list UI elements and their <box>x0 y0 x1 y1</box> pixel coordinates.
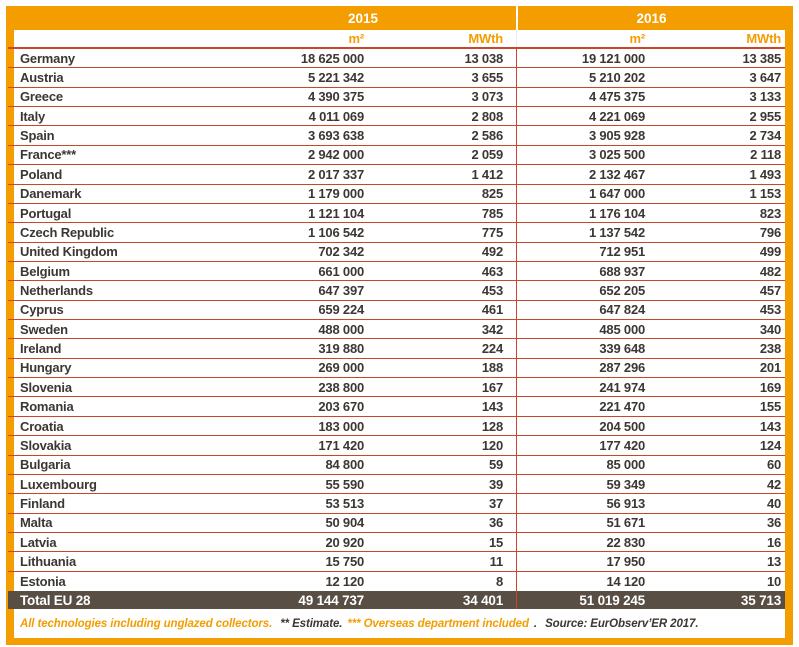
m2-2015-cell: 84 800 <box>325 457 364 473</box>
footnote-overseas: *** Overseas department included <box>347 617 529 630</box>
m2-2015-cell: 4 390 375 <box>307 89 364 105</box>
table-row <box>8 320 785 339</box>
table-row <box>8 436 785 455</box>
mwth-2015-cell: 36 <box>488 515 503 531</box>
footnote-technologies: All technologies including unglazed collectors. <box>20 617 276 630</box>
mwth-2015-cell: 11 <box>489 554 503 570</box>
country-cell: Slovakia <box>20 437 72 453</box>
m2-2016-cell: 17 950 <box>516 552 649 570</box>
m2-2015-cell: 4 011 069 <box>308 108 364 124</box>
table-row <box>8 185 785 204</box>
mwth-2016-cell: 143 <box>759 418 781 434</box>
country-cell: Belgium <box>20 263 70 279</box>
mwth-2015-cell: 39 <box>488 476 503 492</box>
m2-2016-cell: 3 905 928 <box>516 126 649 144</box>
m2-2016-cell: 85 000 <box>516 456 649 474</box>
m2-2016-cell: 4 475 375 <box>516 88 649 106</box>
mwth-2016-cell: 13 385 <box>742 50 781 66</box>
m2-2016-cell: 221 470 <box>516 397 649 415</box>
m2-2016-cell: 652 205 <box>516 281 649 299</box>
m2-2015-cell: 2 942 000 <box>307 147 364 163</box>
footnote-estimate: ** Estimate. <box>280 617 343 630</box>
mwth-2016-cell: 16 <box>766 534 781 550</box>
mwth-2016-cell: 2 734 <box>749 128 781 144</box>
mwth-2016-cell: 482 <box>759 263 781 279</box>
table-row <box>8 475 785 494</box>
mwth-2015-cell: 224 <box>481 341 503 357</box>
mwth-2015-cell: 37 <box>488 495 503 511</box>
table-row <box>8 533 785 552</box>
mwth-2015-cell: 775 <box>481 224 503 240</box>
m2-2015-cell: 171 420 <box>318 437 364 453</box>
mwth-2016-cell: 42 <box>766 476 781 492</box>
m2-2016-cell: 3 025 500 <box>516 146 649 164</box>
footnote-bar <box>8 609 785 638</box>
m2-2015-cell: 659 224 <box>318 302 364 318</box>
mwth-2016-cell: 457 <box>759 282 781 298</box>
table-row <box>8 223 785 242</box>
table-row <box>8 378 785 397</box>
table-row <box>8 68 785 87</box>
mwth-2016-cell: 796 <box>759 224 781 240</box>
total-mwth-2016: 35 713 <box>740 592 781 608</box>
m2-2015-cell: 3 693 638 <box>307 128 364 144</box>
country-cell: Austria <box>20 70 64 86</box>
mwth-2015-cell: 167 <box>481 379 503 395</box>
capacity-table-panel <box>6 6 793 645</box>
mwth-2016-cell: 155 <box>759 399 781 415</box>
country-cell: Malta <box>20 515 53 531</box>
mwth-2015-cell: 785 <box>481 205 503 221</box>
mwth-2015-cell: 3 655 <box>471 70 503 86</box>
m2-2015-cell: 183 000 <box>318 418 364 434</box>
mwth-2016-cell: 238 <box>759 341 781 357</box>
mwth-2015-cell: 342 <box>481 321 503 337</box>
m2-2016-cell: 19 121 000 <box>516 49 649 67</box>
m2-2015-cell: 319 880 <box>318 341 364 357</box>
unit-label-m2-2015: m² <box>348 31 364 46</box>
mwth-2016-cell: 3 133 <box>749 89 781 105</box>
m2-2015-cell: 20 920 <box>325 534 364 550</box>
mwth-2016-cell: 823 <box>759 205 781 221</box>
m2-2015-cell: 238 800 <box>318 379 364 395</box>
country-cell: Netherlands <box>20 282 93 298</box>
mwth-2016-cell: 340 <box>759 321 781 337</box>
table-row <box>8 146 785 165</box>
m2-2015-cell: 15 750 <box>325 554 364 570</box>
m2-2015-cell: 702 342 <box>318 244 364 260</box>
m2-2015-cell: 12 120 <box>325 573 364 589</box>
mwth-2015-cell: 2 808 <box>471 108 503 124</box>
total-mwth-2015: 34 401 <box>462 592 503 608</box>
table-row <box>8 456 785 475</box>
country-cell: Hungary <box>20 360 72 376</box>
mwth-2015-cell: 461 <box>481 302 503 318</box>
table-row <box>8 243 785 262</box>
mwth-2016-cell: 1 493 <box>749 166 781 182</box>
table-row <box>8 417 785 436</box>
table-row <box>8 301 785 320</box>
m2-2015-cell: 1 179 000 <box>307 186 364 202</box>
m2-2016-cell: 712 951 <box>516 243 649 261</box>
m2-2015-cell: 647 397 <box>318 282 364 298</box>
table-row <box>8 107 785 126</box>
mwth-2016-cell: 2 955 <box>749 108 781 124</box>
source-credit: Source: EurObserv’ER 2017. <box>545 617 699 630</box>
table-row <box>8 126 785 145</box>
table-row <box>8 359 785 378</box>
unit-header-row <box>8 30 785 47</box>
mwth-2016-cell: 40 <box>766 495 781 511</box>
mwth-2016-cell: 36 <box>766 515 781 531</box>
m2-2015-cell: 55 590 <box>325 476 364 492</box>
mwth-2016-cell: 60 <box>766 457 781 473</box>
country-cell: Croatia <box>20 418 64 434</box>
year-header-2016: 2016 <box>516 6 785 30</box>
country-cell: Bulgaria <box>20 457 71 473</box>
unit-label-mwth-2016: MWth <box>746 31 781 46</box>
footnote-separator: . <box>533 617 541 630</box>
mwth-2016-cell: 2 118 <box>750 147 781 163</box>
country-cell: Greece <box>20 89 63 105</box>
country-cell: United Kingdom <box>20 244 118 260</box>
m2-2016-cell: 5 210 202 <box>516 68 649 86</box>
mwth-2015-cell: 492 <box>481 244 503 260</box>
mwth-2016-cell: 169 <box>759 379 781 395</box>
mwth-2016-cell: 201 <box>759 360 781 376</box>
country-cell: Italy <box>20 108 46 124</box>
m2-2015-cell: 2 017 337 <box>307 166 364 182</box>
m2-2015-cell: 661 000 <box>318 263 364 279</box>
m2-2016-cell: 339 648 <box>516 339 649 357</box>
country-cell: Czech Republic <box>20 224 114 240</box>
mwth-2015-cell: 143 <box>481 399 503 415</box>
total-m2-2016: 51 019 245 <box>516 591 649 609</box>
mwth-2015-cell: 8 <box>495 573 503 589</box>
m2-2015-cell: 53 513 <box>325 495 364 511</box>
m2-2016-cell: 1 176 104 <box>516 204 649 222</box>
table-row <box>8 494 785 513</box>
mwth-2016-cell: 10 <box>766 573 781 589</box>
m2-2015-cell: 50 904 <box>325 515 364 531</box>
table-row <box>8 572 785 591</box>
total-m2-2015: 49 144 737 <box>298 592 364 608</box>
table-row <box>8 88 785 107</box>
mwth-2016-cell: 1 153 <box>749 186 781 202</box>
country-cell: Estonia <box>20 573 66 589</box>
table-row <box>8 514 785 533</box>
m2-2015-cell: 203 670 <box>318 399 364 415</box>
table-row <box>8 262 785 281</box>
m2-2016-cell: 14 120 <box>516 572 649 591</box>
country-cell: Slovenia <box>20 379 72 395</box>
country-cell: Germany <box>20 50 75 66</box>
m2-2015-cell: 1 106 542 <box>307 224 364 240</box>
year-header-2015: 2015 <box>347 10 379 26</box>
mwth-2016-cell: 124 <box>759 437 781 453</box>
m2-2016-cell: 647 824 <box>516 301 649 319</box>
table-row <box>8 204 785 223</box>
mwth-2015-cell: 825 <box>481 186 503 202</box>
country-cell: Finland <box>20 495 65 511</box>
m2-2016-cell: 22 830 <box>516 533 649 551</box>
m2-2015-cell: 488 000 <box>318 321 364 337</box>
mwth-2015-cell: 453 <box>481 282 503 298</box>
unit-label-mwth-2015: MWth <box>468 31 503 46</box>
country-cell: Cyprus <box>20 302 64 318</box>
country-cell: Danemark <box>20 186 82 202</box>
mwth-2016-cell: 13 <box>766 554 781 570</box>
m2-2016-cell: 1 137 542 <box>516 223 649 241</box>
country-cell: Spain <box>20 128 55 144</box>
country-cell: France*** <box>20 147 77 163</box>
country-cell: Portugal <box>20 205 72 221</box>
country-cell: Luxembourg <box>20 476 97 492</box>
country-cell: Sweden <box>20 321 68 337</box>
m2-2016-cell: 177 420 <box>516 436 649 454</box>
m2-2015-cell: 5 221 342 <box>307 70 364 86</box>
mwth-2015-cell: 463 <box>481 263 503 279</box>
m2-2016-cell: 2 132 467 <box>516 165 649 183</box>
m2-2016-cell: 56 913 <box>516 494 649 512</box>
m2-2016-cell: 4 221 069 <box>516 107 649 125</box>
m2-2016-cell: 1 647 000 <box>516 185 649 203</box>
m2-2016-cell: 241 974 <box>516 378 649 396</box>
mwth-2015-cell: 13 038 <box>464 50 503 66</box>
mwth-2016-cell: 453 <box>759 302 781 318</box>
m2-2016-cell: 287 296 <box>516 359 649 377</box>
m2-2016-cell: 204 500 <box>516 417 649 435</box>
mwth-2015-cell: 2 059 <box>471 147 503 163</box>
m2-2015-cell: 1 121 104 <box>307 205 364 221</box>
total-row <box>8 591 785 609</box>
unit-label-m2-2016: m² <box>516 30 649 47</box>
table-row <box>8 49 785 68</box>
mwth-2015-cell: 2 586 <box>471 128 503 144</box>
m2-2016-cell: 59 349 <box>516 475 649 493</box>
table-row <box>8 281 785 300</box>
table-body <box>8 47 785 591</box>
mwth-2015-cell: 128 <box>481 418 503 434</box>
mwth-2015-cell: 120 <box>481 437 503 453</box>
mwth-2015-cell: 59 <box>488 457 503 473</box>
mwth-2015-cell: 188 <box>481 360 503 376</box>
country-cell: Lithuania <box>20 554 76 570</box>
m2-2015-cell: 18 625 000 <box>300 50 364 66</box>
mwth-2015-cell: 15 <box>488 534 503 550</box>
m2-2016-cell: 485 000 <box>516 320 649 338</box>
table-row <box>8 552 785 571</box>
m2-2016-cell: 688 937 <box>516 262 649 280</box>
country-cell: Romania <box>20 399 74 415</box>
table-row <box>8 397 785 416</box>
country-cell: Latvia <box>20 534 57 550</box>
mwth-2016-cell: 499 <box>759 244 781 260</box>
table-row <box>8 339 785 358</box>
m2-2015-cell: 269 000 <box>318 360 364 376</box>
mwth-2015-cell: 1 412 <box>471 166 503 182</box>
country-cell: Ireland <box>20 341 62 357</box>
mwth-2016-cell: 3 647 <box>749 70 781 86</box>
m2-2016-cell: 51 671 <box>516 514 649 532</box>
country-cell: Poland <box>20 166 63 182</box>
table-row <box>8 165 785 184</box>
total-label: Total EU 28 <box>20 592 91 608</box>
year-header-row <box>8 6 785 30</box>
mwth-2015-cell: 3 073 <box>471 89 503 105</box>
